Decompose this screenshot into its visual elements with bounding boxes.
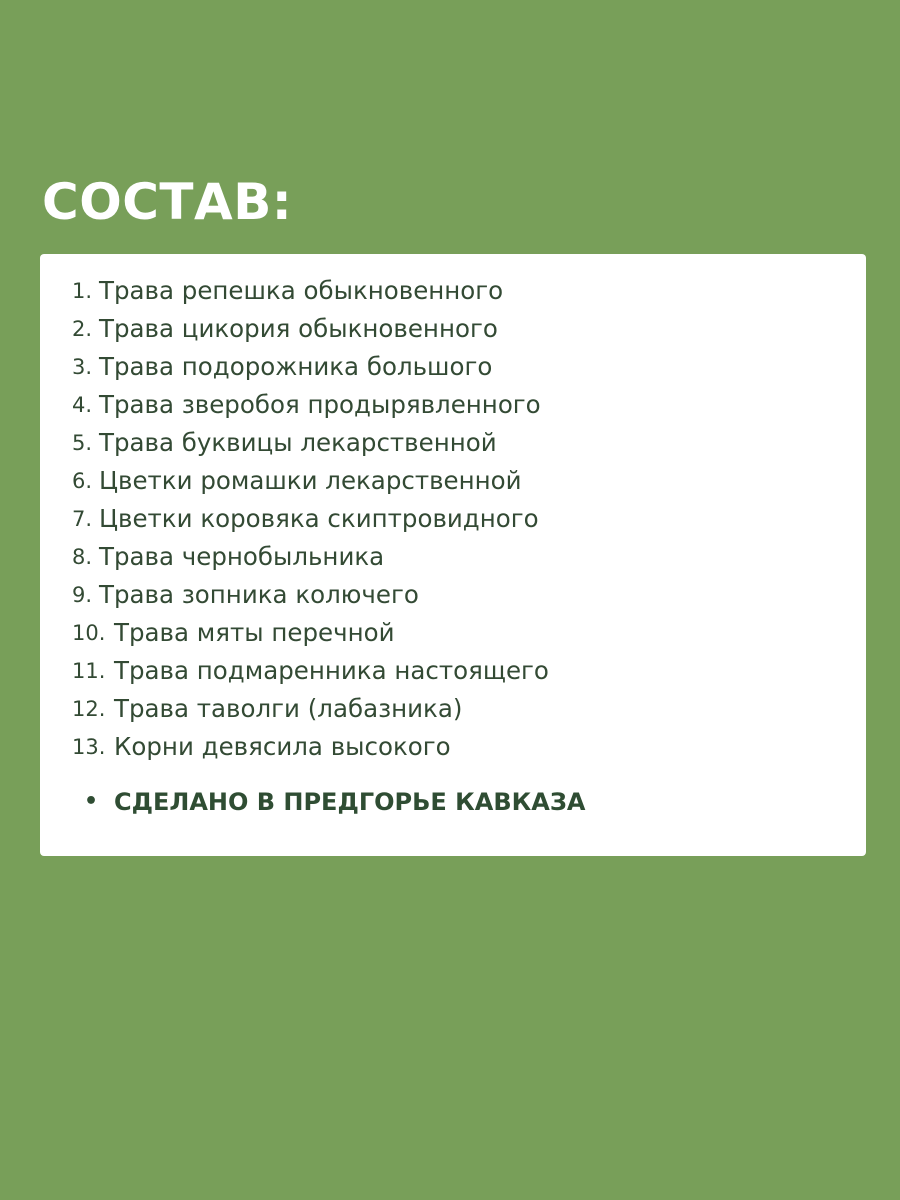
list-item-label: Трава репешка обыкновенного: [99, 276, 504, 305]
list-item: [0, 348, 900, 386]
list-item-number: 1.: [72, 279, 93, 303]
list-item: [0, 690, 900, 728]
list-item: [0, 652, 900, 690]
list-item: [0, 538, 900, 576]
list-item-number: 8.: [72, 545, 93, 569]
list-item-label: Трава цикория обыкновенного: [99, 314, 498, 343]
list-item-label: Трава зверобоя продырявленного: [99, 390, 541, 419]
list-item: [0, 614, 900, 652]
list-item-number: 6.: [72, 469, 93, 493]
list-item-label: Корни девясила высокого: [114, 732, 451, 761]
list-item-label: Цветки ромашки лекарственной: [99, 466, 522, 495]
list-item-number: 4.: [72, 393, 93, 417]
ingredients-list: [0, 272, 900, 766]
made-in-note: [84, 780, 585, 824]
list-item: [0, 386, 900, 424]
list-item-number: 11.: [72, 659, 106, 683]
list-item: [0, 500, 900, 538]
list-item-label: Трава буквицы лекарственной: [99, 428, 497, 457]
list-item-label: Трава мяты перечной: [114, 618, 395, 647]
bullet-icon: •: [84, 789, 99, 814]
list-item: [0, 310, 900, 348]
list-item-number: 12.: [72, 697, 106, 721]
list-item: [0, 272, 900, 310]
list-item-number: 9.: [72, 583, 93, 607]
list-item-label: Цветки коровяка скиптровидного: [99, 504, 539, 533]
list-item: [0, 424, 900, 462]
list-item-number: 10.: [72, 621, 106, 645]
list-item-number: 7.: [72, 507, 93, 531]
list-item-label: Трава зопника колючего: [99, 580, 419, 609]
list-item: [0, 728, 900, 766]
list-item-label: Трава таволги (лабазника): [114, 694, 463, 723]
list-item-number: 2.: [72, 317, 93, 341]
list-item-number: 3.: [72, 355, 93, 379]
list-item-number: 5.: [72, 431, 93, 455]
list-item-number: 13.: [72, 735, 106, 759]
made-in-label: СДЕЛАНО В ПРЕДГОРЬЕ КАВКАЗА: [114, 788, 586, 816]
list-item-label: Трава чернобыльника: [99, 542, 385, 571]
list-item: [0, 576, 900, 614]
list-item-label: Трава подмаренника настоящего: [114, 656, 549, 685]
page-title: СОСТАВ:: [42, 173, 293, 231]
list-item-label: Трава подорожника большого: [99, 352, 493, 381]
list-item: [0, 462, 900, 500]
